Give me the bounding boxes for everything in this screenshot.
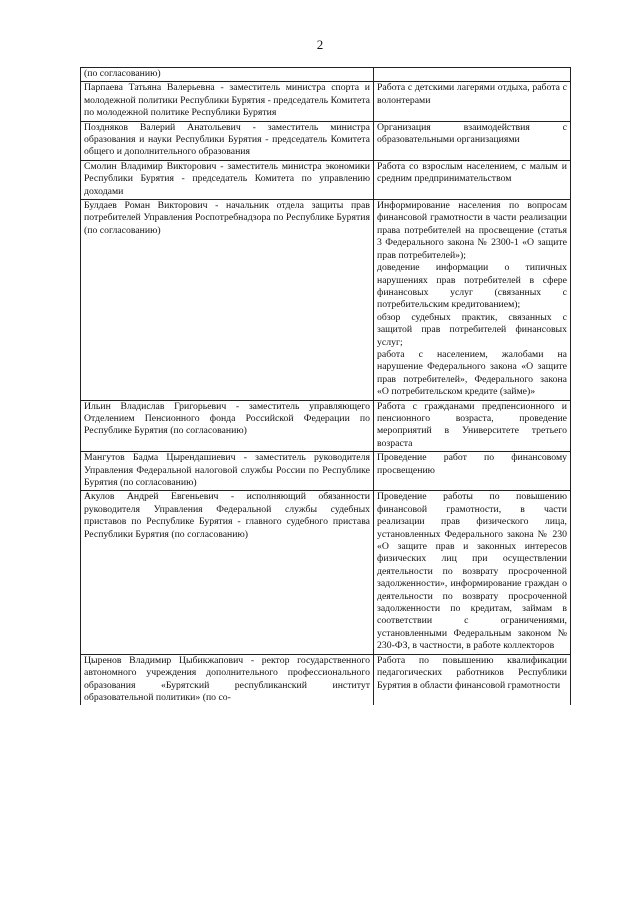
- responsibility-cell: Проведение работы по повышению финансовой грамотности, в части реализации прав физического лица, установленных Федерального закона № 230 «О защите прав и законных интересов физических лиц при осуществлении деятельности по возврату просроченной задолженности», информирование граждан о деятельности по возврату просроченной задолженности по кредитам, займам в соответствии с ограничениями, установленными Федеральным законом № 230-ФЗ, в частности, в работе коллекторов: [374, 491, 571, 654]
- table-row: [81, 491, 571, 654]
- table-row: [81, 121, 571, 160]
- commission-members-table: [80, 67, 571, 705]
- table-row: [81, 654, 571, 705]
- member-cell: Мангутов Бадма Цырендашиевич - заместитель руководителя Управления Федеральной налоговой службы России по Республике Бурятия (по согласованию): [81, 452, 374, 491]
- member-cell: Парпаева Татьяна Валерьевна - заместитель министра спорта и молодежной политики Республики Бурятия - председатель Комитета по молодежной политике Республики Бурятия: [81, 82, 374, 121]
- member-cell: (по согласованию): [81, 68, 374, 82]
- responsibility-cell: [374, 68, 571, 82]
- table-row: [81, 200, 571, 401]
- member-cell: Акулов Андрей Евгеньевич - исполняющий обязанности руководителя Управления Федеральной службы судебных приставов по Республике Бурятия - главного судебного пристава Республики Бурятия (по согласованию): [81, 491, 374, 654]
- responsibility-cell: Работа с гражданами предпенсионного и пенсионного возраста, проведение мероприятий в Университете третьего возраста: [374, 400, 571, 452]
- responsibility-cell: Работа с детскими лагерями отдыха, работа с волонтерами: [374, 82, 571, 121]
- table-row: [81, 68, 571, 82]
- responsibility-cell: Работа со взрослым населением, с малым и средним предпринимательством: [374, 160, 571, 199]
- table-row: [81, 400, 571, 452]
- member-cell: Ильин Владислав Григорьевич - заместитель управляющего Отделением Пенсионного фонда Российской Федерации по Республике Бурятия (по согласованию): [81, 400, 374, 452]
- table-row: [81, 82, 571, 121]
- table-row: [81, 452, 571, 491]
- page-number: 2: [316, 37, 324, 52]
- table-row: [81, 160, 571, 199]
- member-cell: Цыренов Владимир Цыбикжапович - ректор государственного автономного учреждения дополнительного профессионального образования «Бурятский республиканский институт образовательной политики» (по со-: [81, 654, 374, 705]
- responsibility-cell: Проведение работ по финансовому просвещению: [374, 452, 571, 491]
- member-cell: Смолин Владимир Викторович - заместитель министра экономики Республики Бурятия - председатель Комитета по управлению доходами: [81, 160, 374, 199]
- member-cell: Булдаев Роман Викторович - начальник отдела защиты прав потребителей Управления Роспотребнадзора по Республике Бурятия (по согласованию): [81, 200, 374, 401]
- responsibility-cell: Организация взаимодействия с образовательными организациями: [374, 121, 571, 160]
- member-cell: Поздняков Валерий Анатольевич - заместитель министра образования и науки Республики Бурятия - председатель Комитета общего и дополнительного образования: [81, 121, 374, 160]
- responsibility-cell: Информирование населения по вопросам финансовой грамотности в части реализации права потребителей на просвещение (статья 3 Федерального закона № 2300-1 «О защите прав потребителей»); доведение информации о типичных нарушениях прав потребителей в сфере финансовых услуг (связанных с потребительским кредитованием); обзор судебных практик, связанных с защитой прав потребителей финансовых услуг; работа с населением, жалобами на нарушение Федерального закона «О защите прав потребителей», Федерального закона «О потребительском кредите (займе)»: [374, 200, 571, 401]
- responsibility-cell: Работа по повышению квалификации педагогических работников Республики Бурятия в области финансовой грамотности: [374, 654, 571, 705]
